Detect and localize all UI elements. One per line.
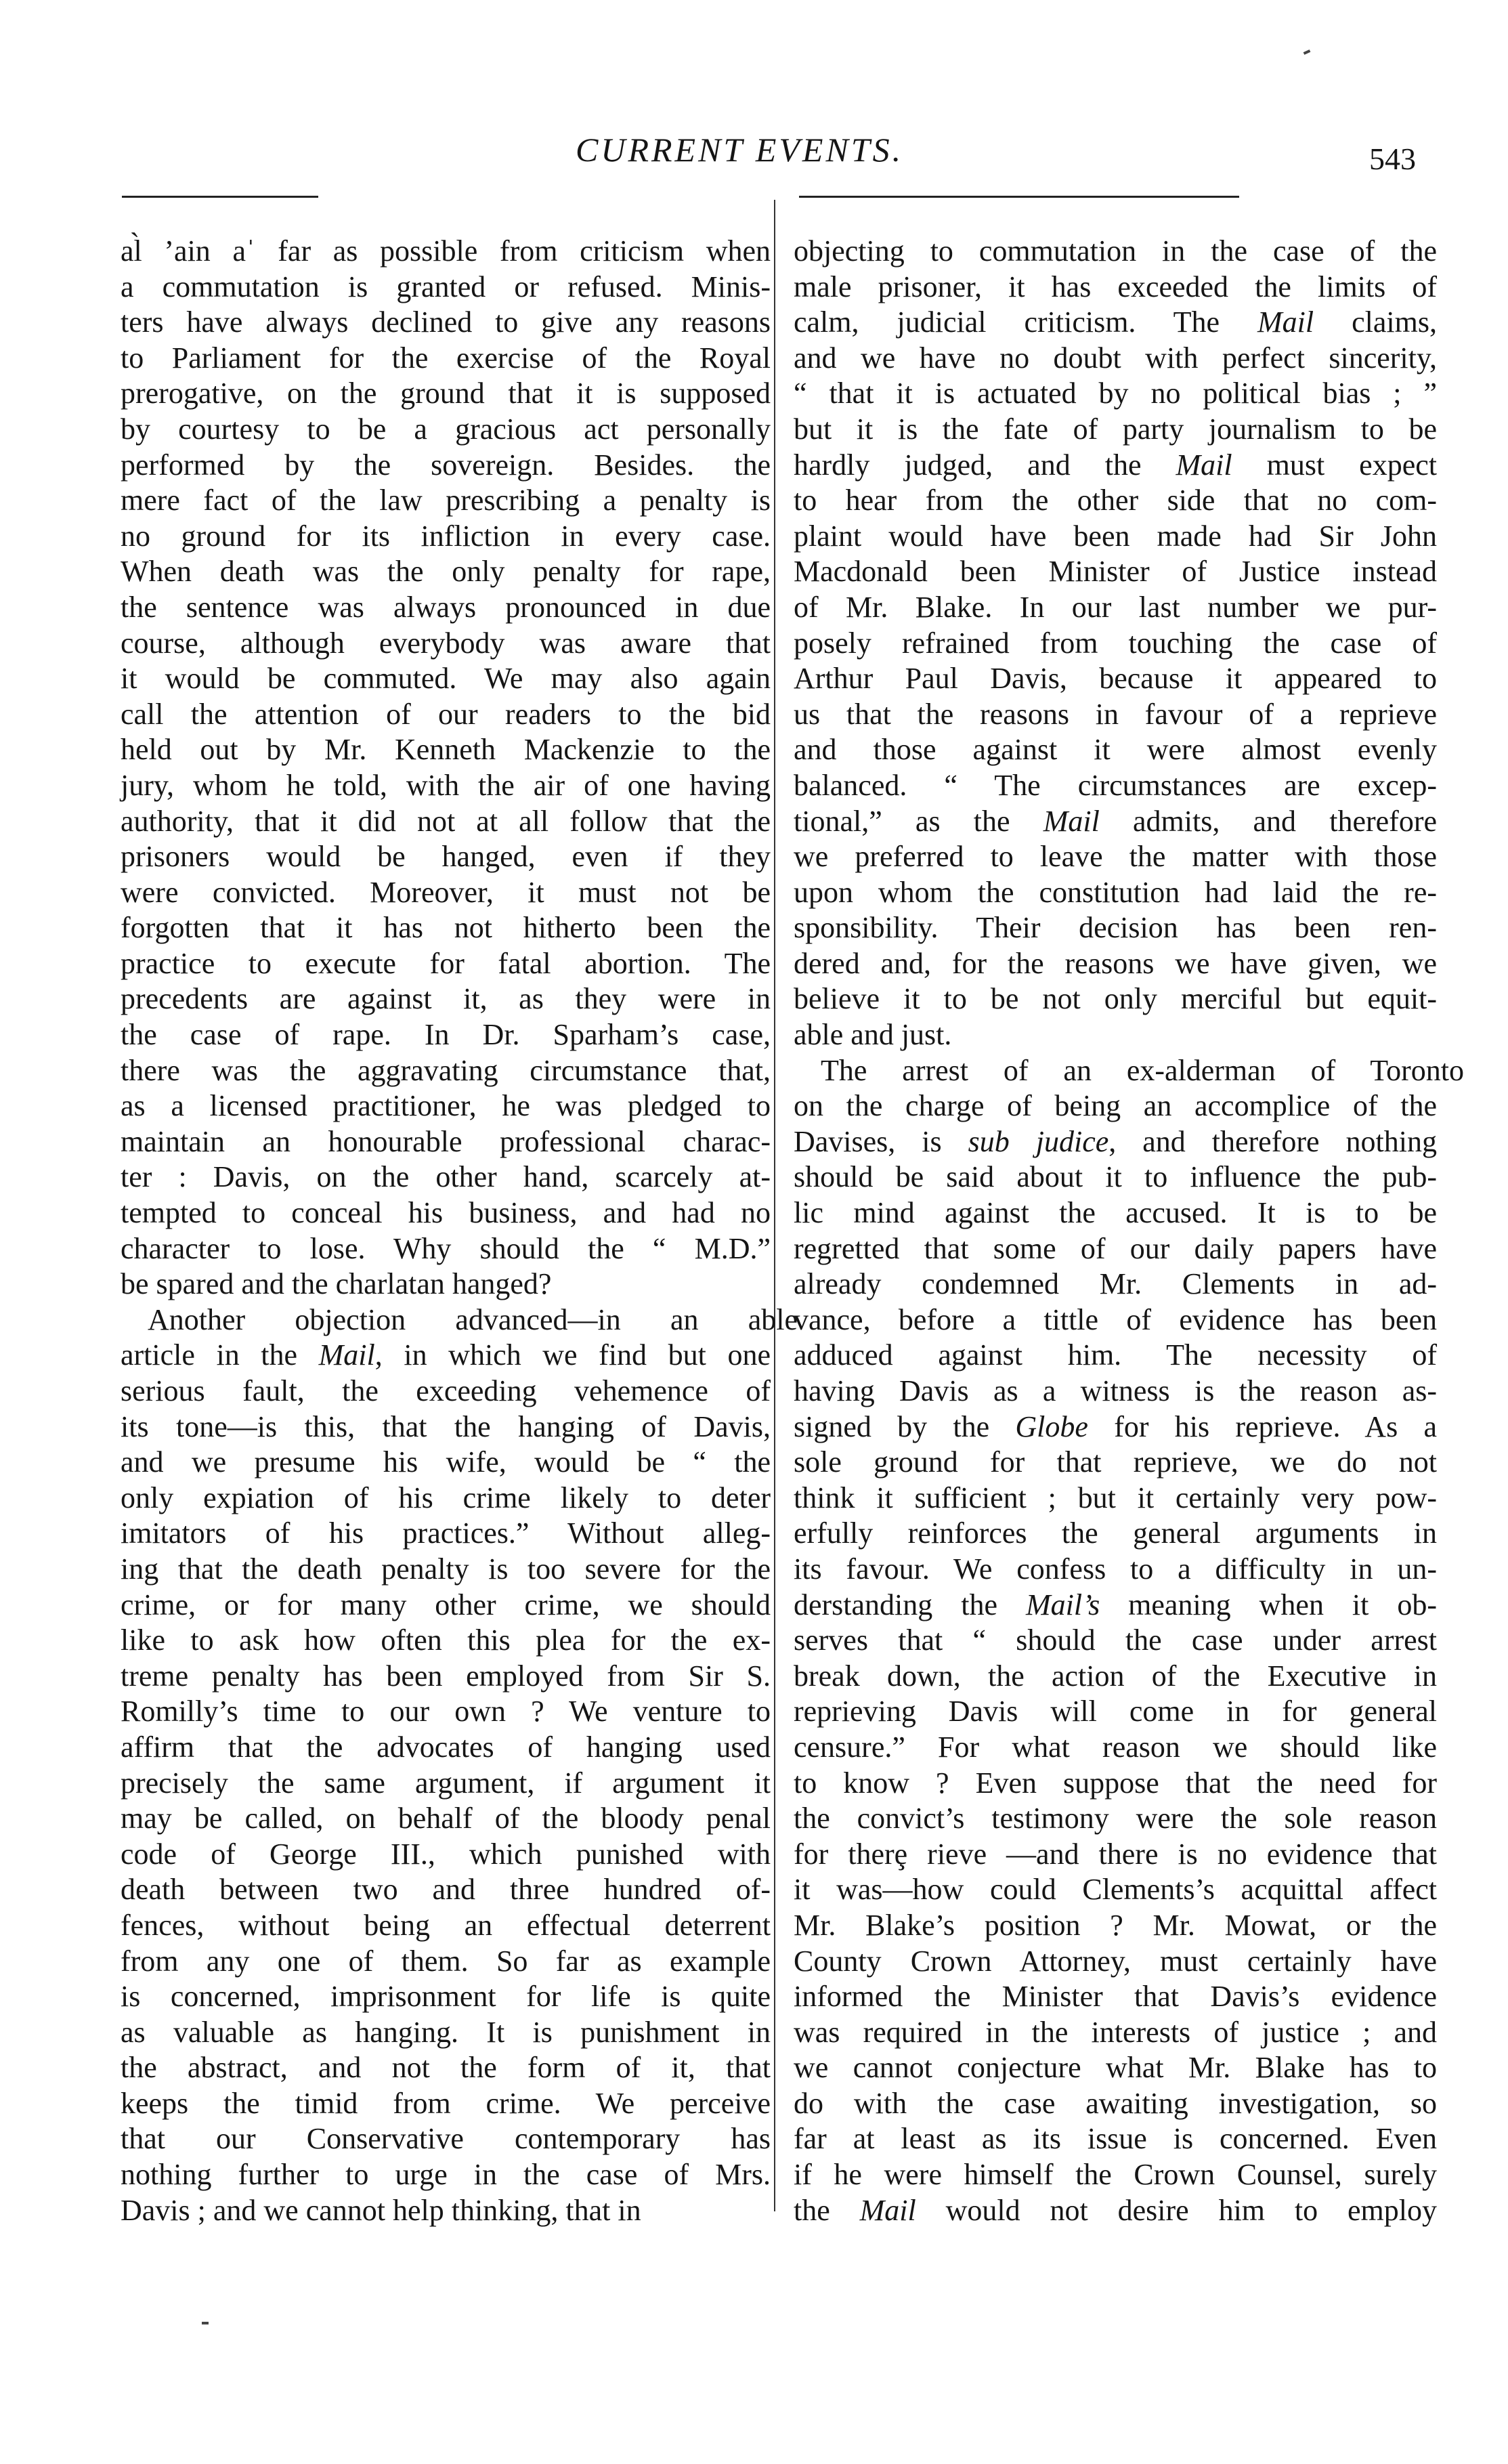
text-line: affirm that the advocates of hanging used xyxy=(121,1730,771,1764)
text-line: signed by the Globe for his reprieve. As a xyxy=(794,1409,1437,1443)
text-line: prerogative, on the ground that it is supposed xyxy=(121,377,771,410)
text-line: sponsibility. Their decision has been ren- xyxy=(794,911,1437,945)
text-line: it would be commuted. We may also again xyxy=(121,662,771,696)
text-line: performed by the sovereign. Besides. the xyxy=(121,448,771,482)
text-column-left xyxy=(121,234,798,2228)
text-line: there was the aggravating circumstance that, xyxy=(121,1053,771,1087)
text-line: be spared and the charlatan hanged? xyxy=(121,1267,552,1301)
text-line: and those against it were almost evenly xyxy=(794,733,1437,767)
text-line: Romilly’s time to our own ? We venture to xyxy=(121,1695,771,1728)
text-line: nothing further to urge in the case of Mrs. xyxy=(121,2158,771,2192)
text-line: objecting to commutation in the case of the xyxy=(794,234,1437,268)
text-line: no ground for its infliction in every case. xyxy=(121,519,771,553)
text-line: the convict’s testimony were the sole reason xyxy=(794,1802,1437,1835)
text-line: having Davis as a witness is the reason as- xyxy=(794,1374,1437,1407)
text-line: held out by Mr. Kenneth Mackenzie to the xyxy=(121,733,771,767)
text-line: ing that the death penalty is too severe for the xyxy=(121,1552,771,1586)
text-line: plaint would have been made had Sir John xyxy=(794,519,1437,553)
text-line: the case of rape. In Dr. Sparham’s case, xyxy=(121,1018,771,1052)
text-line: article in the Mail, in which we find but one xyxy=(121,1338,771,1372)
text-line: precedents are against it, as they were in xyxy=(121,982,771,1016)
text-line: treme penalty has been employed from Sir S. xyxy=(121,1659,771,1693)
text-line: as valuable as hanging. It is punishment in xyxy=(121,2015,771,2049)
page-number: 543 xyxy=(1369,142,1416,176)
text-line: Arthur Paul Davis, because it appeared to xyxy=(794,662,1437,696)
text-line: we preferred to leave the matter with those xyxy=(794,840,1437,874)
text-line: and we have no doubt with perfect sincerity, xyxy=(794,341,1437,375)
text-line: and we presume his wife, would be “ the xyxy=(121,1445,771,1479)
header-rule-right xyxy=(799,196,1239,198)
text-line: keeps the timid from crime. We perceive xyxy=(121,2086,771,2120)
text-line: believe it to be not only merciful but equit- xyxy=(794,982,1437,1016)
text-line: crime, or for many other crime, we should xyxy=(121,1588,771,1621)
text-line: serious fault, the exceeding vehemence of xyxy=(121,1374,771,1407)
text-line: censure.” For what reason we should like xyxy=(794,1730,1437,1764)
text-line: for therȩ rieve —and there is no evidence that xyxy=(794,1837,1437,1871)
text-line: informed the Minister that Davis’s evidence xyxy=(794,1980,1437,2014)
text-line: from any one of them. So far as example xyxy=(121,1944,771,1978)
text-line: Davises, is sub judice, and therefore nothing xyxy=(794,1124,1437,1158)
text-line: forgotten that it has not hitherto been the xyxy=(121,911,771,945)
text-line: County Crown Attorney, must certainly have xyxy=(794,1944,1437,1978)
text-line: it was—how could Clements’s acquittal affect xyxy=(794,1873,1437,1907)
text-column-right xyxy=(794,234,1464,2228)
text-line: upon whom the constitution had laid the re- xyxy=(794,875,1437,909)
running-title: CURRENT EVENTS. xyxy=(576,131,904,169)
text-line: prisoners would be hanged, even if they xyxy=(121,840,771,874)
text-line: ter : Davis, on the other hand, scarcely at- xyxy=(121,1160,771,1194)
text-line: as a licensed practitioner, he was pledged to xyxy=(121,1089,771,1123)
column-divider xyxy=(774,200,775,2211)
text-line: calm, judicial criticism. The Mail claims, xyxy=(794,305,1437,339)
text-line: Another objection advanced—in an able xyxy=(148,1302,798,1336)
text-line: ters have always declined to give any reasons xyxy=(121,305,771,339)
text-line: may be called, on behalf of the bloody penal xyxy=(121,1802,771,1835)
text-line: the abstract, and not the form of it, that xyxy=(121,2051,771,2085)
text-line: sole ground for that reprieve, we do not xyxy=(794,1445,1437,1479)
text-line: should be said about it to influence the pub- xyxy=(794,1160,1437,1194)
text-line: precisely the same argument, if argument it xyxy=(121,1766,771,1800)
text-line: code of George III., which punished with xyxy=(121,1837,771,1871)
text-line: able and just. xyxy=(794,1018,952,1052)
text-line: the sentence was always pronounced in due xyxy=(121,590,771,624)
text-line: derstanding the Mail’s meaning when it ob- xyxy=(794,1588,1437,1621)
header-rule-left xyxy=(122,196,318,198)
text-line: by courtesy to be a gracious act personally xyxy=(121,412,771,446)
text-line: its favour. We confess to a difficulty in un- xyxy=(794,1552,1437,1586)
text-line: lic mind against the accused. It is to be xyxy=(794,1196,1437,1230)
text-line: do with the case awaiting investigation, so xyxy=(794,2086,1437,2120)
text-line: reprieving Davis will come in for general xyxy=(794,1695,1437,1728)
text-line: regretted that some of our daily papers have xyxy=(794,1231,1437,1265)
text-line: the Mail would not desire him to employ xyxy=(794,2193,1437,2227)
text-line: us that the reasons in favour of a reprieve xyxy=(794,697,1437,731)
text-line: practice to execute for fatal abortion. The xyxy=(121,946,771,980)
text-line: call the attention of our readers to the bid xyxy=(121,697,771,731)
text-line: to Parliament for the exercise of the Royal xyxy=(121,341,771,375)
text-line: death between two and three hundred of- xyxy=(121,1873,771,1907)
text-line: The arrest of an ex-alderman of Toronto xyxy=(821,1053,1464,1087)
text-line: hardly judged, and the Mail must expect xyxy=(794,448,1437,482)
text-line: to hear from the other side that no com- xyxy=(794,484,1437,517)
text-line: authority, that it did not at all follow that the xyxy=(121,804,771,838)
text-line: to know ? Even suppose that the need for xyxy=(794,1766,1437,1800)
text-line: serves that “ should the case under arrest xyxy=(794,1623,1437,1657)
text-line: break down, the action of the Executive in xyxy=(794,1659,1437,1693)
text-line: Mr. Blake’s position ? Mr. Mowat, or the xyxy=(794,1908,1437,1942)
text-line: course, although everybody was aware that xyxy=(121,626,771,660)
text-line: jury, whom he told, with the air of one having xyxy=(121,768,771,802)
text-line: but it is the fate of party journalism to be xyxy=(794,412,1437,446)
text-line: already condemned Mr. Clements in ad- xyxy=(794,1267,1437,1301)
text-line: is concerned, imprisonment for life is quite xyxy=(121,1980,771,2014)
text-line: When death was the only penalty for rape, xyxy=(121,555,771,589)
text-line: far at least as its issue is concerned. Even xyxy=(794,2122,1437,2156)
text-line: vance, before a tittle of evidence has been xyxy=(794,1302,1437,1336)
text-line: dered and, for the reasons we have given, we xyxy=(794,946,1437,980)
text-line: al̀ ’ain aˈ far as possible from criticism when xyxy=(121,234,771,268)
text-line: character to lose. Why should the “ M.D.” xyxy=(121,1231,771,1265)
text-line: think it sufficient ; but it certainly very pow- xyxy=(794,1481,1437,1514)
text-line: mere fact of the law prescribing a penalty is xyxy=(121,484,771,517)
text-line: were convicted. Moreover, it must not be xyxy=(121,875,771,909)
text-line: a commutation is granted or refused. Minis- xyxy=(121,270,771,303)
stray-mark xyxy=(202,2322,209,2324)
text-line: Macdonald been Minister of Justice instead xyxy=(794,555,1437,589)
text-line: male prisoner, it has exceeded the limits of xyxy=(794,270,1437,303)
text-line: of Mr. Blake. In our last number we pur- xyxy=(794,590,1437,624)
text-line: imitators of his practices.” Without alleg- xyxy=(121,1516,771,1550)
text-line: tional,” as the Mail admits, and therefore xyxy=(794,804,1437,838)
text-line: if he were himself the Crown Counsel, surely xyxy=(794,2158,1437,2192)
stray-mark xyxy=(1304,49,1311,55)
text-line: on the charge of being an accomplice of the xyxy=(794,1089,1437,1123)
text-line: “ that it is actuated by no political bias ; ” xyxy=(794,377,1437,410)
text-line: was required in the interests of justice ; and xyxy=(794,2015,1437,2049)
text-line: its tone—is this, that the hanging of Davis, xyxy=(121,1409,771,1443)
running-head xyxy=(0,130,1508,177)
text-line: Davis ; and we cannot help thinking, that in xyxy=(121,2193,641,2227)
text-line: only expiation of his crime likely to deter xyxy=(121,1481,771,1514)
text-line: we cannot conjecture what Mr. Blake has to xyxy=(794,2051,1437,2085)
text-line: balanced. “ The circumstances are excep- xyxy=(794,768,1437,802)
text-line: tempted to conceal his business, and had no xyxy=(121,1196,771,1230)
text-line: maintain an honourable professional charac- xyxy=(121,1124,771,1158)
text-line: erfully reinforces the general arguments in xyxy=(794,1516,1437,1550)
text-line: adduced against him. The necessity of xyxy=(794,1338,1437,1372)
text-line: fences, without being an effectual deterrent xyxy=(121,1908,771,1942)
text-line: like to ask how often this plea for the ex- xyxy=(121,1623,771,1657)
text-line: that our Conservative contemporary has xyxy=(121,2122,771,2156)
text-line: posely refrained from touching the case of xyxy=(794,626,1437,660)
